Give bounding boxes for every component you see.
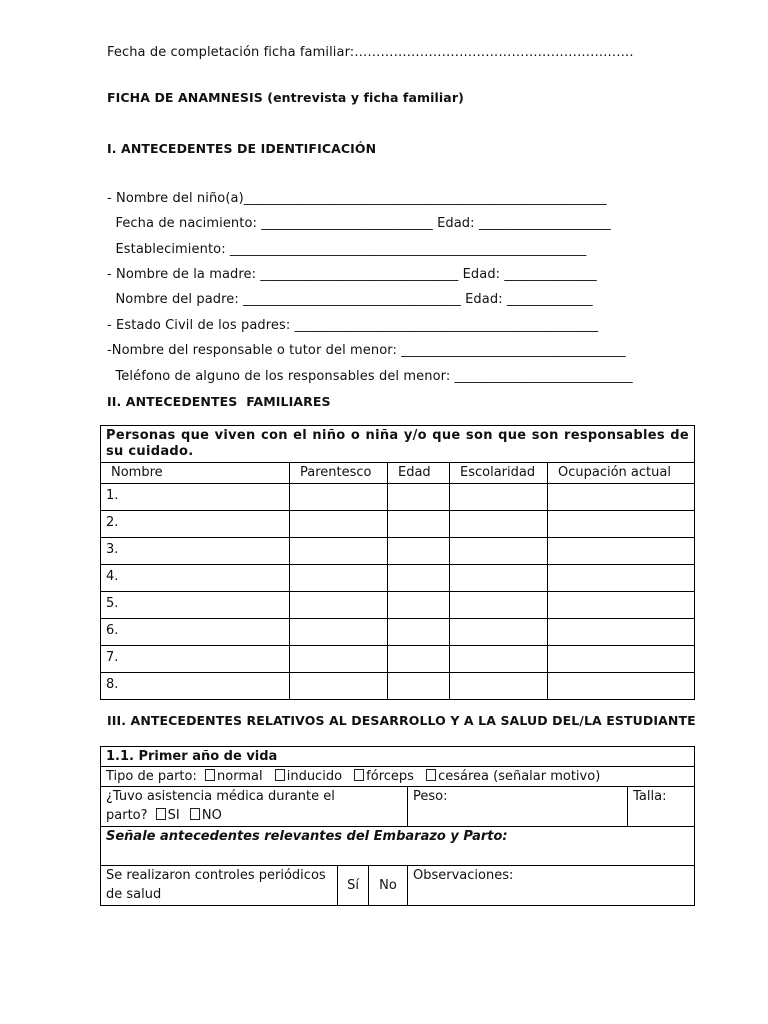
checkbox-cesarea[interactable] xyxy=(426,769,436,781)
row-number[interactable]: 7. xyxy=(101,646,290,673)
option-forceps: fórceps xyxy=(366,769,414,784)
row-number[interactable]: 2. xyxy=(101,511,290,538)
tipo-parto-label: Tipo de parto: xyxy=(106,769,197,784)
cell-edad[interactable] xyxy=(388,565,450,592)
column-nombre: Nombre xyxy=(101,463,290,484)
controles-line1: Se realizaron controles periódicos xyxy=(106,868,326,883)
checkbox-inducido[interactable] xyxy=(275,769,285,781)
table-row xyxy=(101,646,695,673)
cell-parentesco[interactable] xyxy=(290,511,388,538)
peso-label: Peso: xyxy=(413,789,448,804)
cell-escolaridad[interactable] xyxy=(450,646,548,673)
section-2-title: II. ANTECEDENTES FAMILIARES xyxy=(107,394,331,409)
field-nombre-nino[interactable]: - Nombre del niño(a)_______________________________________________________ xyxy=(107,191,607,206)
table-row xyxy=(101,673,695,700)
row-number[interactable]: 5. xyxy=(101,592,290,619)
embarazo-parto-label: Señale antecedentes relevantes del Embarazo y Parto: xyxy=(106,829,508,844)
cell-edad[interactable] xyxy=(388,592,450,619)
field-nombre-madre[interactable]: - Nombre de la madre: ______________________________ Edad: ______________ xyxy=(107,267,597,282)
row-number[interactable]: 3. xyxy=(101,538,290,565)
table-row xyxy=(101,565,695,592)
option-inducido: inducido xyxy=(286,769,343,784)
cell-ocupacion[interactable] xyxy=(548,565,695,592)
table-row xyxy=(101,511,695,538)
cell-edad[interactable] xyxy=(388,619,450,646)
controles-cell xyxy=(101,866,338,906)
option-no: NO xyxy=(201,808,222,823)
document-title: FICHA DE ANAMNESIS (entrevista y ficha familiar) xyxy=(107,90,464,105)
cell-ocupacion[interactable] xyxy=(548,592,695,619)
controles-line2: de salud xyxy=(106,887,162,902)
observaciones-label: Observaciones: xyxy=(413,868,514,883)
peso-cell[interactable] xyxy=(408,787,628,827)
cell-ocupacion[interactable] xyxy=(548,646,695,673)
column-edad: Edad xyxy=(388,463,450,484)
field-establecimiento[interactable]: Establecimiento: ______________________________________________________ xyxy=(107,242,587,257)
cell-parentesco[interactable] xyxy=(290,619,388,646)
asistencia-question-line2 xyxy=(106,806,402,825)
cell-ocupacion[interactable] xyxy=(548,484,695,511)
cell-escolaridad[interactable] xyxy=(450,565,548,592)
row-number[interactable]: 6. xyxy=(101,619,290,646)
checkbox-forceps[interactable] xyxy=(354,769,364,781)
field-estado-civil[interactable]: - Estado Civil de los padres: ______________________________________________ xyxy=(107,318,599,333)
cell-escolaridad[interactable] xyxy=(450,619,548,646)
asistencia-question-line1: ¿Tuvo asistencia médica durante el xyxy=(106,789,335,804)
checkbox-si[interactable] xyxy=(156,808,166,820)
cell-ocupacion[interactable] xyxy=(548,619,695,646)
cell-escolaridad[interactable] xyxy=(450,538,548,565)
table-row xyxy=(101,592,695,619)
cell-ocupacion[interactable] xyxy=(548,511,695,538)
subsection-title: 1.1. Primer año de vida xyxy=(101,747,695,767)
cell-edad[interactable] xyxy=(388,511,450,538)
family-table-header: Personas que viven con el niño o niña y/o que son que son responsables de su cuidado. xyxy=(101,426,695,463)
controles-si-cell[interactable]: Sí xyxy=(338,866,369,906)
checkbox-normal[interactable] xyxy=(205,769,215,781)
cell-parentesco[interactable] xyxy=(290,484,388,511)
section-3-title: III. ANTECEDENTES RELATIVOS AL DESARROLLO Y A LA SALUD DEL/LA ESTUDIANTE xyxy=(107,713,696,728)
cell-parentesco[interactable] xyxy=(290,565,388,592)
column-parentesco: Parentesco xyxy=(290,463,388,484)
column-ocupacion: Ocupación actual xyxy=(548,463,695,484)
row-number[interactable]: 1. xyxy=(101,484,290,511)
observaciones-cell[interactable] xyxy=(408,866,695,906)
cell-edad[interactable] xyxy=(388,673,450,700)
option-si: SI xyxy=(167,808,180,823)
table-row xyxy=(101,619,695,646)
checkbox-no[interactable] xyxy=(190,808,200,820)
cell-escolaridad[interactable] xyxy=(450,484,548,511)
cell-edad[interactable] xyxy=(388,646,450,673)
cell-parentesco[interactable] xyxy=(290,673,388,700)
talla-cell[interactable] xyxy=(628,787,695,827)
cell-parentesco[interactable] xyxy=(290,646,388,673)
cell-ocupacion[interactable] xyxy=(548,538,695,565)
row-number[interactable]: 4. xyxy=(101,565,290,592)
embarazo-parto-cell[interactable] xyxy=(101,827,695,866)
asistencia-question-end: parto? xyxy=(106,808,148,823)
field-responsable-tutor[interactable]: -Nombre del responsable o tutor del menor: __________________________________ xyxy=(107,343,626,358)
cell-parentesco[interactable] xyxy=(290,592,388,619)
column-escolaridad: Escolaridad xyxy=(450,463,548,484)
cell-parentesco[interactable] xyxy=(290,538,388,565)
option-normal: normal xyxy=(217,769,263,784)
field-nombre-padre[interactable]: Nombre del padre: _________________________________ Edad: _____________ xyxy=(107,292,593,307)
tipo-parto-row xyxy=(101,767,695,787)
option-cesarea: cesárea (señalar motivo) xyxy=(438,769,601,784)
cell-ocupacion[interactable] xyxy=(548,673,695,700)
family-table xyxy=(100,425,695,700)
section-1-title: I. ANTECEDENTES DE IDENTIFICACIÓN xyxy=(107,141,377,156)
cell-escolaridad[interactable] xyxy=(450,592,548,619)
cell-edad[interactable] xyxy=(388,484,450,511)
cell-edad[interactable] xyxy=(388,538,450,565)
table-row xyxy=(101,484,695,511)
talla-label: Talla: xyxy=(633,789,667,804)
row-number[interactable]: 8. xyxy=(101,673,290,700)
fecha-completacion-field[interactable]: Fecha de completación ficha familiar:………………………………………………………. xyxy=(107,45,634,60)
field-fecha-nacimiento[interactable]: Fecha de nacimiento: __________________________ Edad: ____________________ xyxy=(107,216,611,231)
controles-no-cell[interactable]: No xyxy=(369,866,408,906)
asistencia-medica-cell xyxy=(101,787,408,827)
field-telefono[interactable]: Teléfono de alguno de los responsables del menor: ___________________________ xyxy=(107,369,633,384)
cell-escolaridad[interactable] xyxy=(450,511,548,538)
cell-escolaridad[interactable] xyxy=(450,673,548,700)
table-row xyxy=(101,538,695,565)
health-table xyxy=(100,746,695,906)
